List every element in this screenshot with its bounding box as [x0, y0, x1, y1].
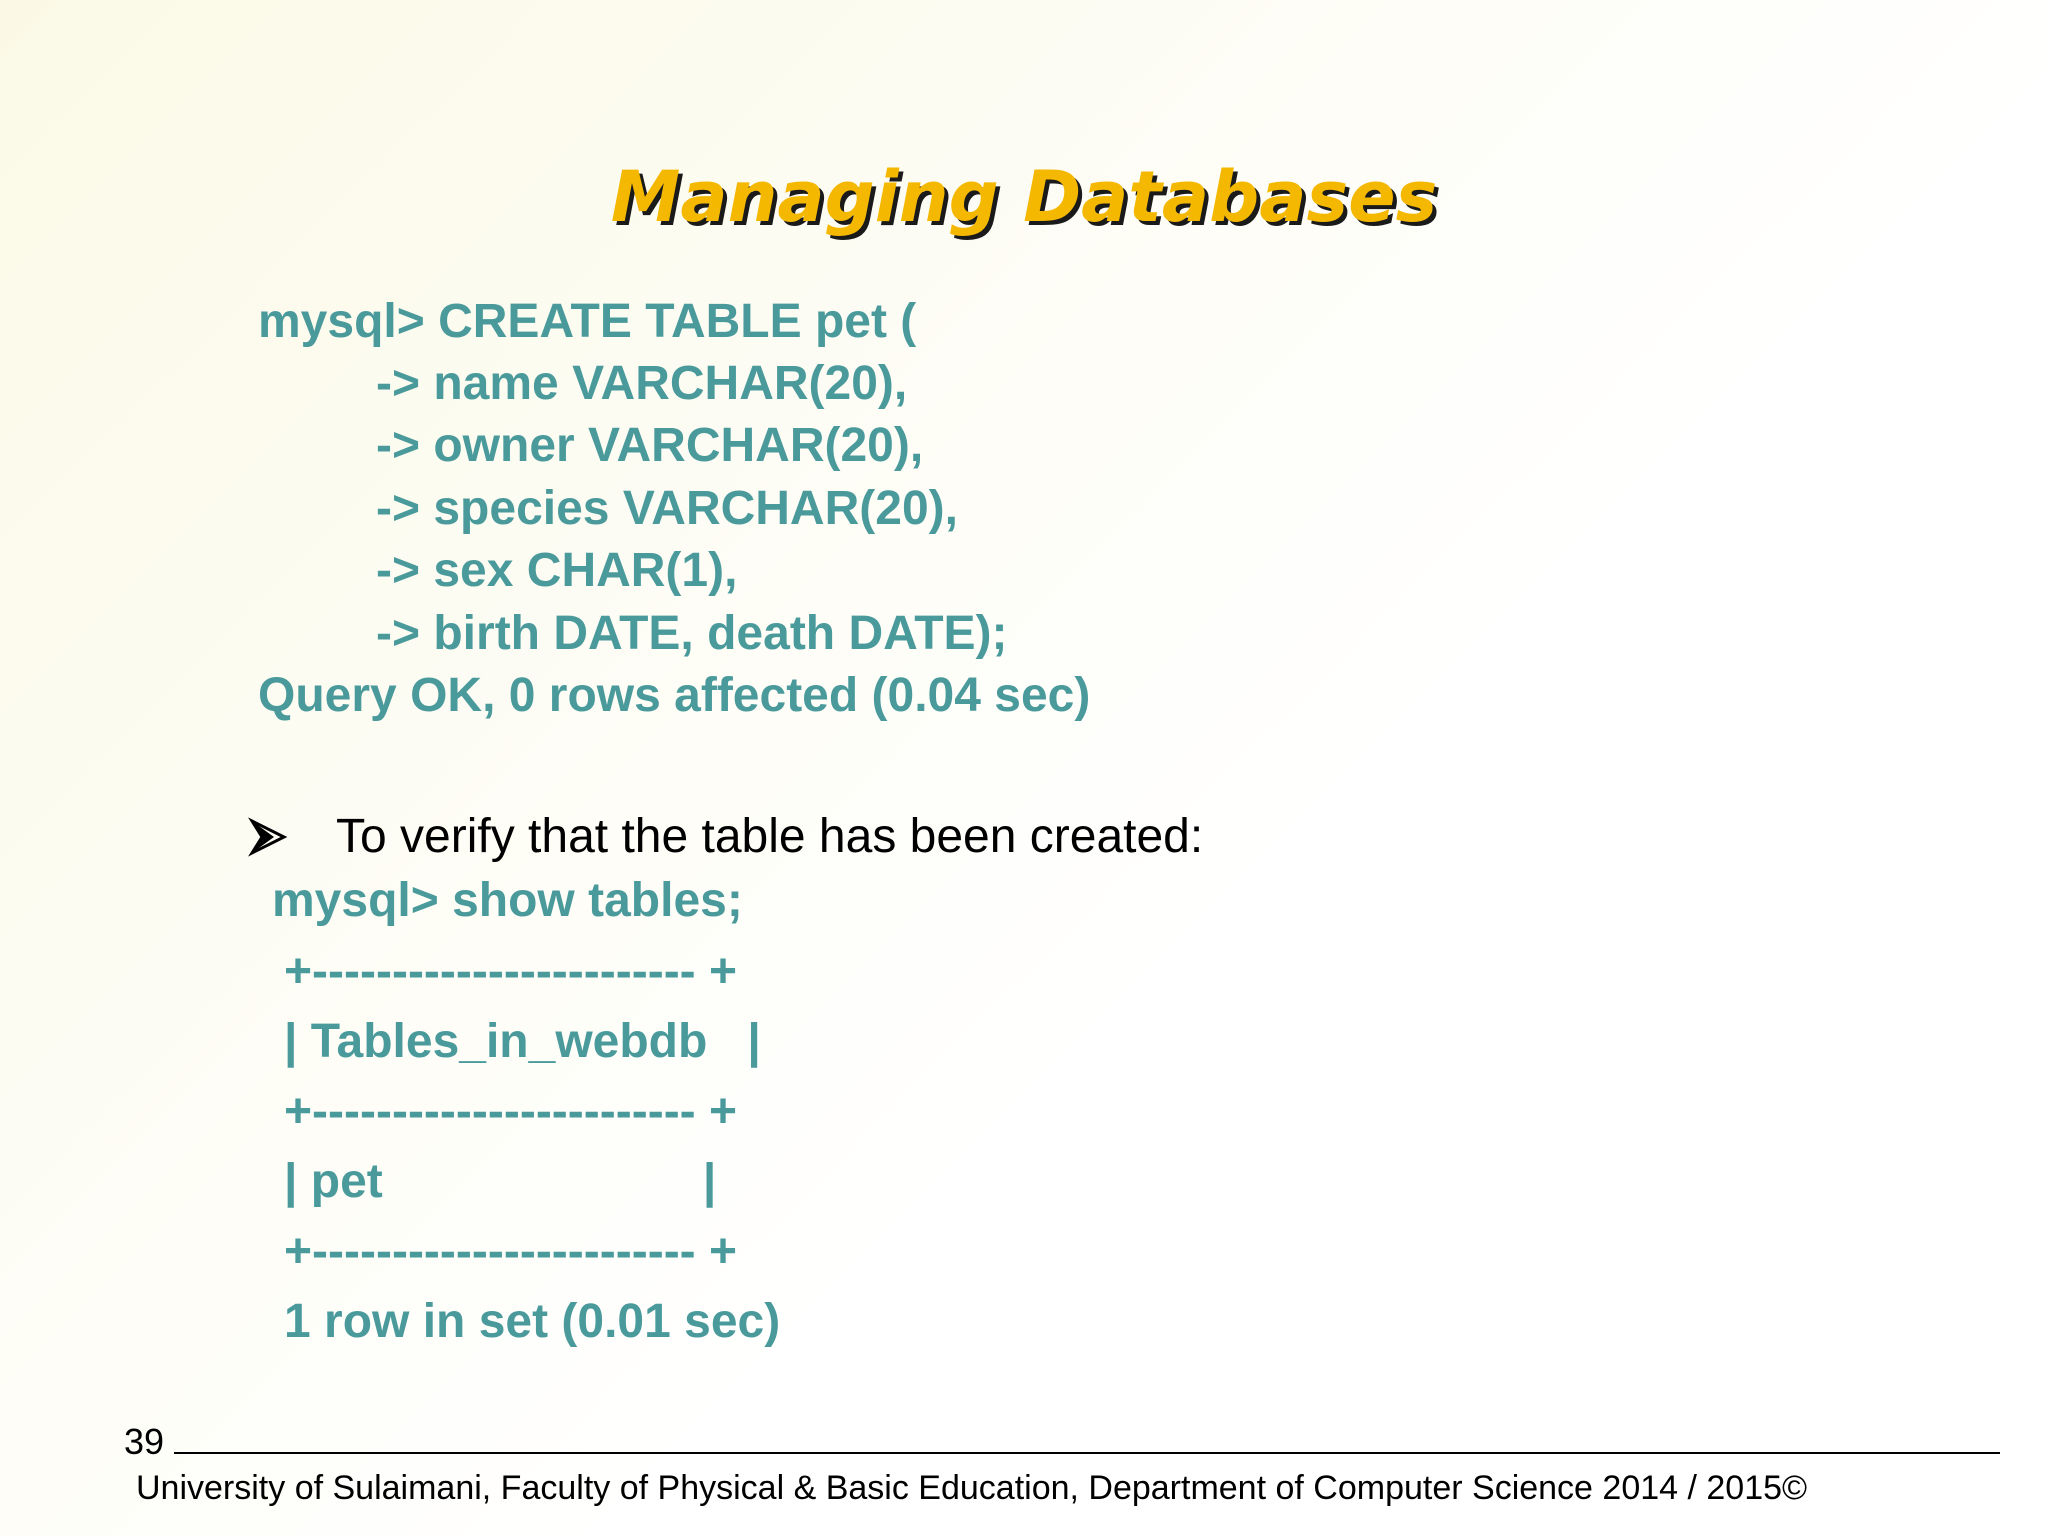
arrow-bullet-icon: [248, 817, 288, 857]
footer-divider: [174, 1452, 2000, 1454]
code-line: -> owner VARCHAR(20),: [376, 419, 924, 472]
code-line: -> species VARCHAR(20),: [376, 482, 958, 535]
query-result-line: Query OK, 0 rows affected (0.04 sec): [258, 669, 1091, 722]
bullet-text: To verify that the table has been created:: [336, 810, 1204, 863]
code-line: -> name VARCHAR(20),: [376, 357, 908, 410]
show-tables-result: 1 row in set (0.01 sec): [284, 1295, 781, 1348]
code-line: -> birth DATE, death DATE);: [376, 607, 1008, 660]
table-header-row: | Tables_in_webdb |: [284, 1015, 761, 1068]
code-line: -> sex CHAR(1),: [376, 544, 738, 597]
code-line: mysql> CREATE TABLE pet (: [258, 295, 917, 348]
footer-text: University of Sulaimani, Faculty of Physical & Basic Education, Department of Computer Science 2014 / 2015©: [136, 1469, 1808, 1507]
table-data-row: | pet |: [284, 1155, 717, 1208]
table-border: +------------------------ +: [284, 1225, 738, 1278]
page-number: 39: [124, 1421, 165, 1462]
show-tables-command: mysql> show tables;: [272, 874, 743, 927]
table-border: +------------------------ +: [284, 1085, 738, 1138]
slide-title: Managing Databases: [610, 156, 1438, 238]
table-border: +------------------------ +: [284, 945, 738, 998]
